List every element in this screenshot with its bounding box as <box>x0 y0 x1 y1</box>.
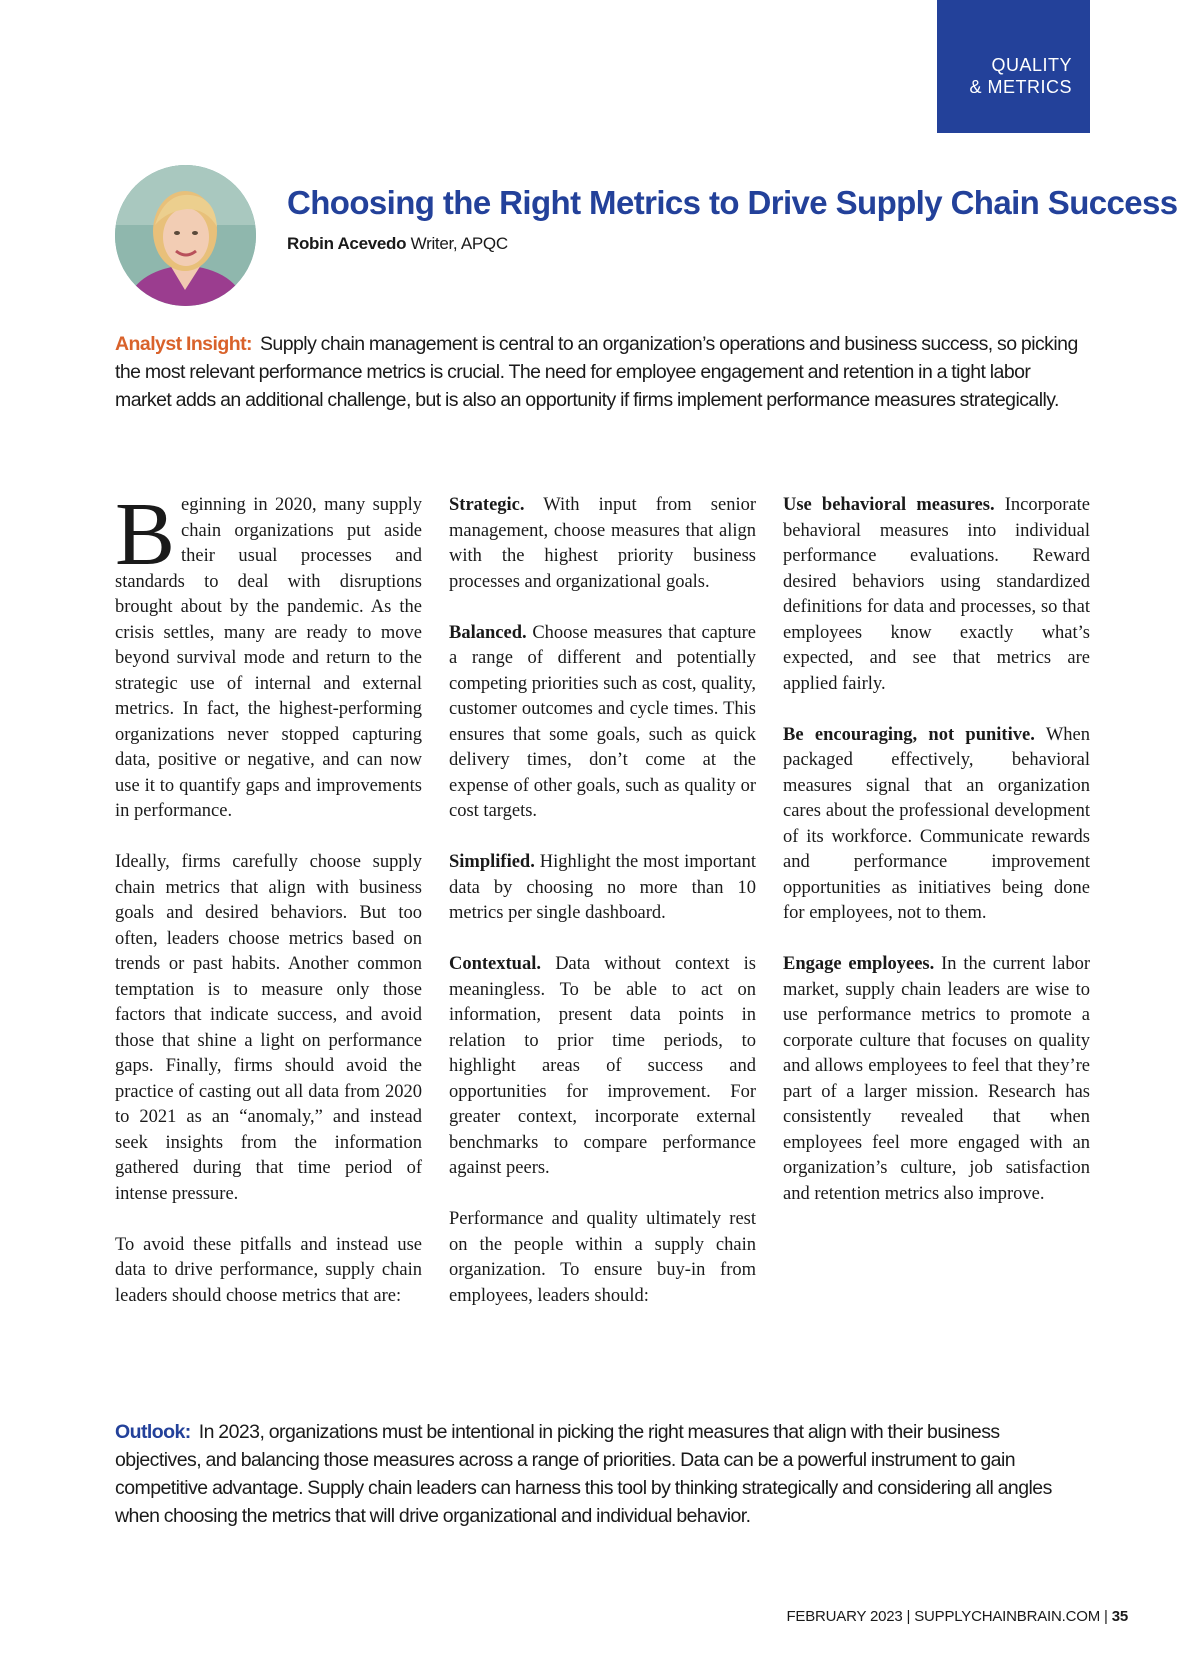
analyst-insight <box>115 330 1090 414</box>
column-1-paragraph-3: To avoid these pitfalls and instead use data to drive performance, supply chain leaders should choose metrics that are: <box>115 1234 422 1306</box>
metric-criterion-strategic: Strategic. With input from senior management, choose measures that align with the highest priority business processes and organizational goals. <box>449 495 757 592</box>
article-title: Choosing the Right Metrics to Drive Supply Chain Success <box>287 184 1178 221</box>
recommendation-encouraging: Be encouraging, not punitive. When packaged effectively, behavioral measures signal that an organization cares about the professional development of its workforce. Communicate rewards and performance improvement opportunities as initiatives being done for employees, not to them. <box>783 724 1090 923</box>
column-2 <box>449 493 756 1335</box>
recommendation-behavioral: Use behavioral measures. Incorporate behavioral measures into individual performance evaluations. Reward desired behaviors using standardized definitions for data and processes, so that employees know exactly what’s expected, and see that metrics are applied fairly. <box>783 495 1091 694</box>
section-tab <box>937 0 1090 133</box>
page-number: 35 <box>1111 1608 1128 1625</box>
analyst-insight-text: Supply chain management is central to an organization’s operations and business success, so picking the most relevant performance metrics is crucial. The need for employee engagement and retention in a tight labor market adds an additional challenge, but is also an opportunity if firms implement performance measures strategically. <box>115 333 1078 411</box>
author-name: Robin Acevedo <box>287 234 407 253</box>
footer-separator: | <box>906 1608 911 1625</box>
byline <box>287 234 508 254</box>
author-photo <box>115 165 256 306</box>
column-2-closing: Performance and quality ultimately rest on the people within a supply chain organization. To ensure buy-in from employees, leaders should: <box>449 1209 756 1306</box>
footer-site: SUPPLYCHAINBRAIN.COM <box>914 1608 1100 1625</box>
footer-issue: FEBRUARY 2023 <box>786 1608 903 1625</box>
column-1-paragraph-2: Ideally, firms carefully choose supply chain metrics that align with business goals and desired behaviors. But too often, leaders choose metrics based on trends or past habits. Another common temptation is to measure only those factors that indicate success, and avoid those that shine a light on performance gaps. Finally, firms should avoid the practice of casting out all data from 2020 to 2021 as an “anomaly,” and instead seek insights from the information gathered during that time period of intense pressure. <box>115 852 422 1204</box>
author-role: Writer, APQC <box>410 234 508 253</box>
author-portrait-icon <box>115 165 256 306</box>
column-1 <box>115 485 422 1335</box>
outlook <box>115 1418 1090 1530</box>
metric-criterion-simplified: Simplified. Highlight the most important data by choosing no more than 10 metrics per single dashboard. <box>449 852 757 923</box>
metric-criterion-contextual: Contextual. Data without context is meaningless. To be able to act on information, present data points in relation to prior time periods, to highlight areas of success and opportunities for improvement. For greater context, incorporate external benchmarks to compare performance against peers. <box>449 954 756 1178</box>
drop-cap: B <box>115 485 176 584</box>
outlook-label: Outlook: <box>115 1421 191 1443</box>
column-1-paragraph-1: Beginning in 2020, many supply chain organizations put aside their usual processes and standards to deal with disruptions brought about by the pandemic. As the crisis settles, many are ready to move beyond survival mode and return to the strategic use of internal and external metrics. In fact, the highest-performing organizations never stopped capturing data, positive or negative, and can now use it to quantify gaps and improvements in performance. <box>115 485 422 821</box>
recommendation-engage: Engage employees. In the current labor market, supply chain leaders are wise to use performance metrics to promote a corporate culture that focuses on quality and allows employees to feel that they’re part of a larger mission. Research has consistently revealed that when employees feel more engaged with an organization’s culture, job satisfaction and retention metrics also improve. <box>783 954 1090 1204</box>
section-tab-line2: & METRICS <box>969 77 1072 97</box>
outlook-text: In 2023, organizations must be intentional in picking the right measures that align with their business objectives, and balancing those measures across a range of priorities. Data can be a powerful instrument to gain competitive advantage. Supply chain leaders can harness this tool by thinking strategically and considering all angles when choosing the metrics that will drive organizational and individual behavior. <box>115 1421 1052 1527</box>
metric-criterion-balanced: Balanced. Choose measures that capture a range of different and potentially competing priorities such as cost, quality, customer outcomes and cycle times. This ensures that some goals, such as quick delivery times, don’t come at the expense of other goals, such as quality or cost targets. <box>449 622 756 821</box>
analyst-insight-label: Analyst Insight: <box>115 333 252 355</box>
page-footer: FEBRUARY 2023 | SUPPLYCHAINBRAIN.COM | 35 <box>786 1608 1128 1625</box>
section-tab-line1: QUALITY <box>991 55 1072 75</box>
column-3 <box>783 493 1090 1233</box>
